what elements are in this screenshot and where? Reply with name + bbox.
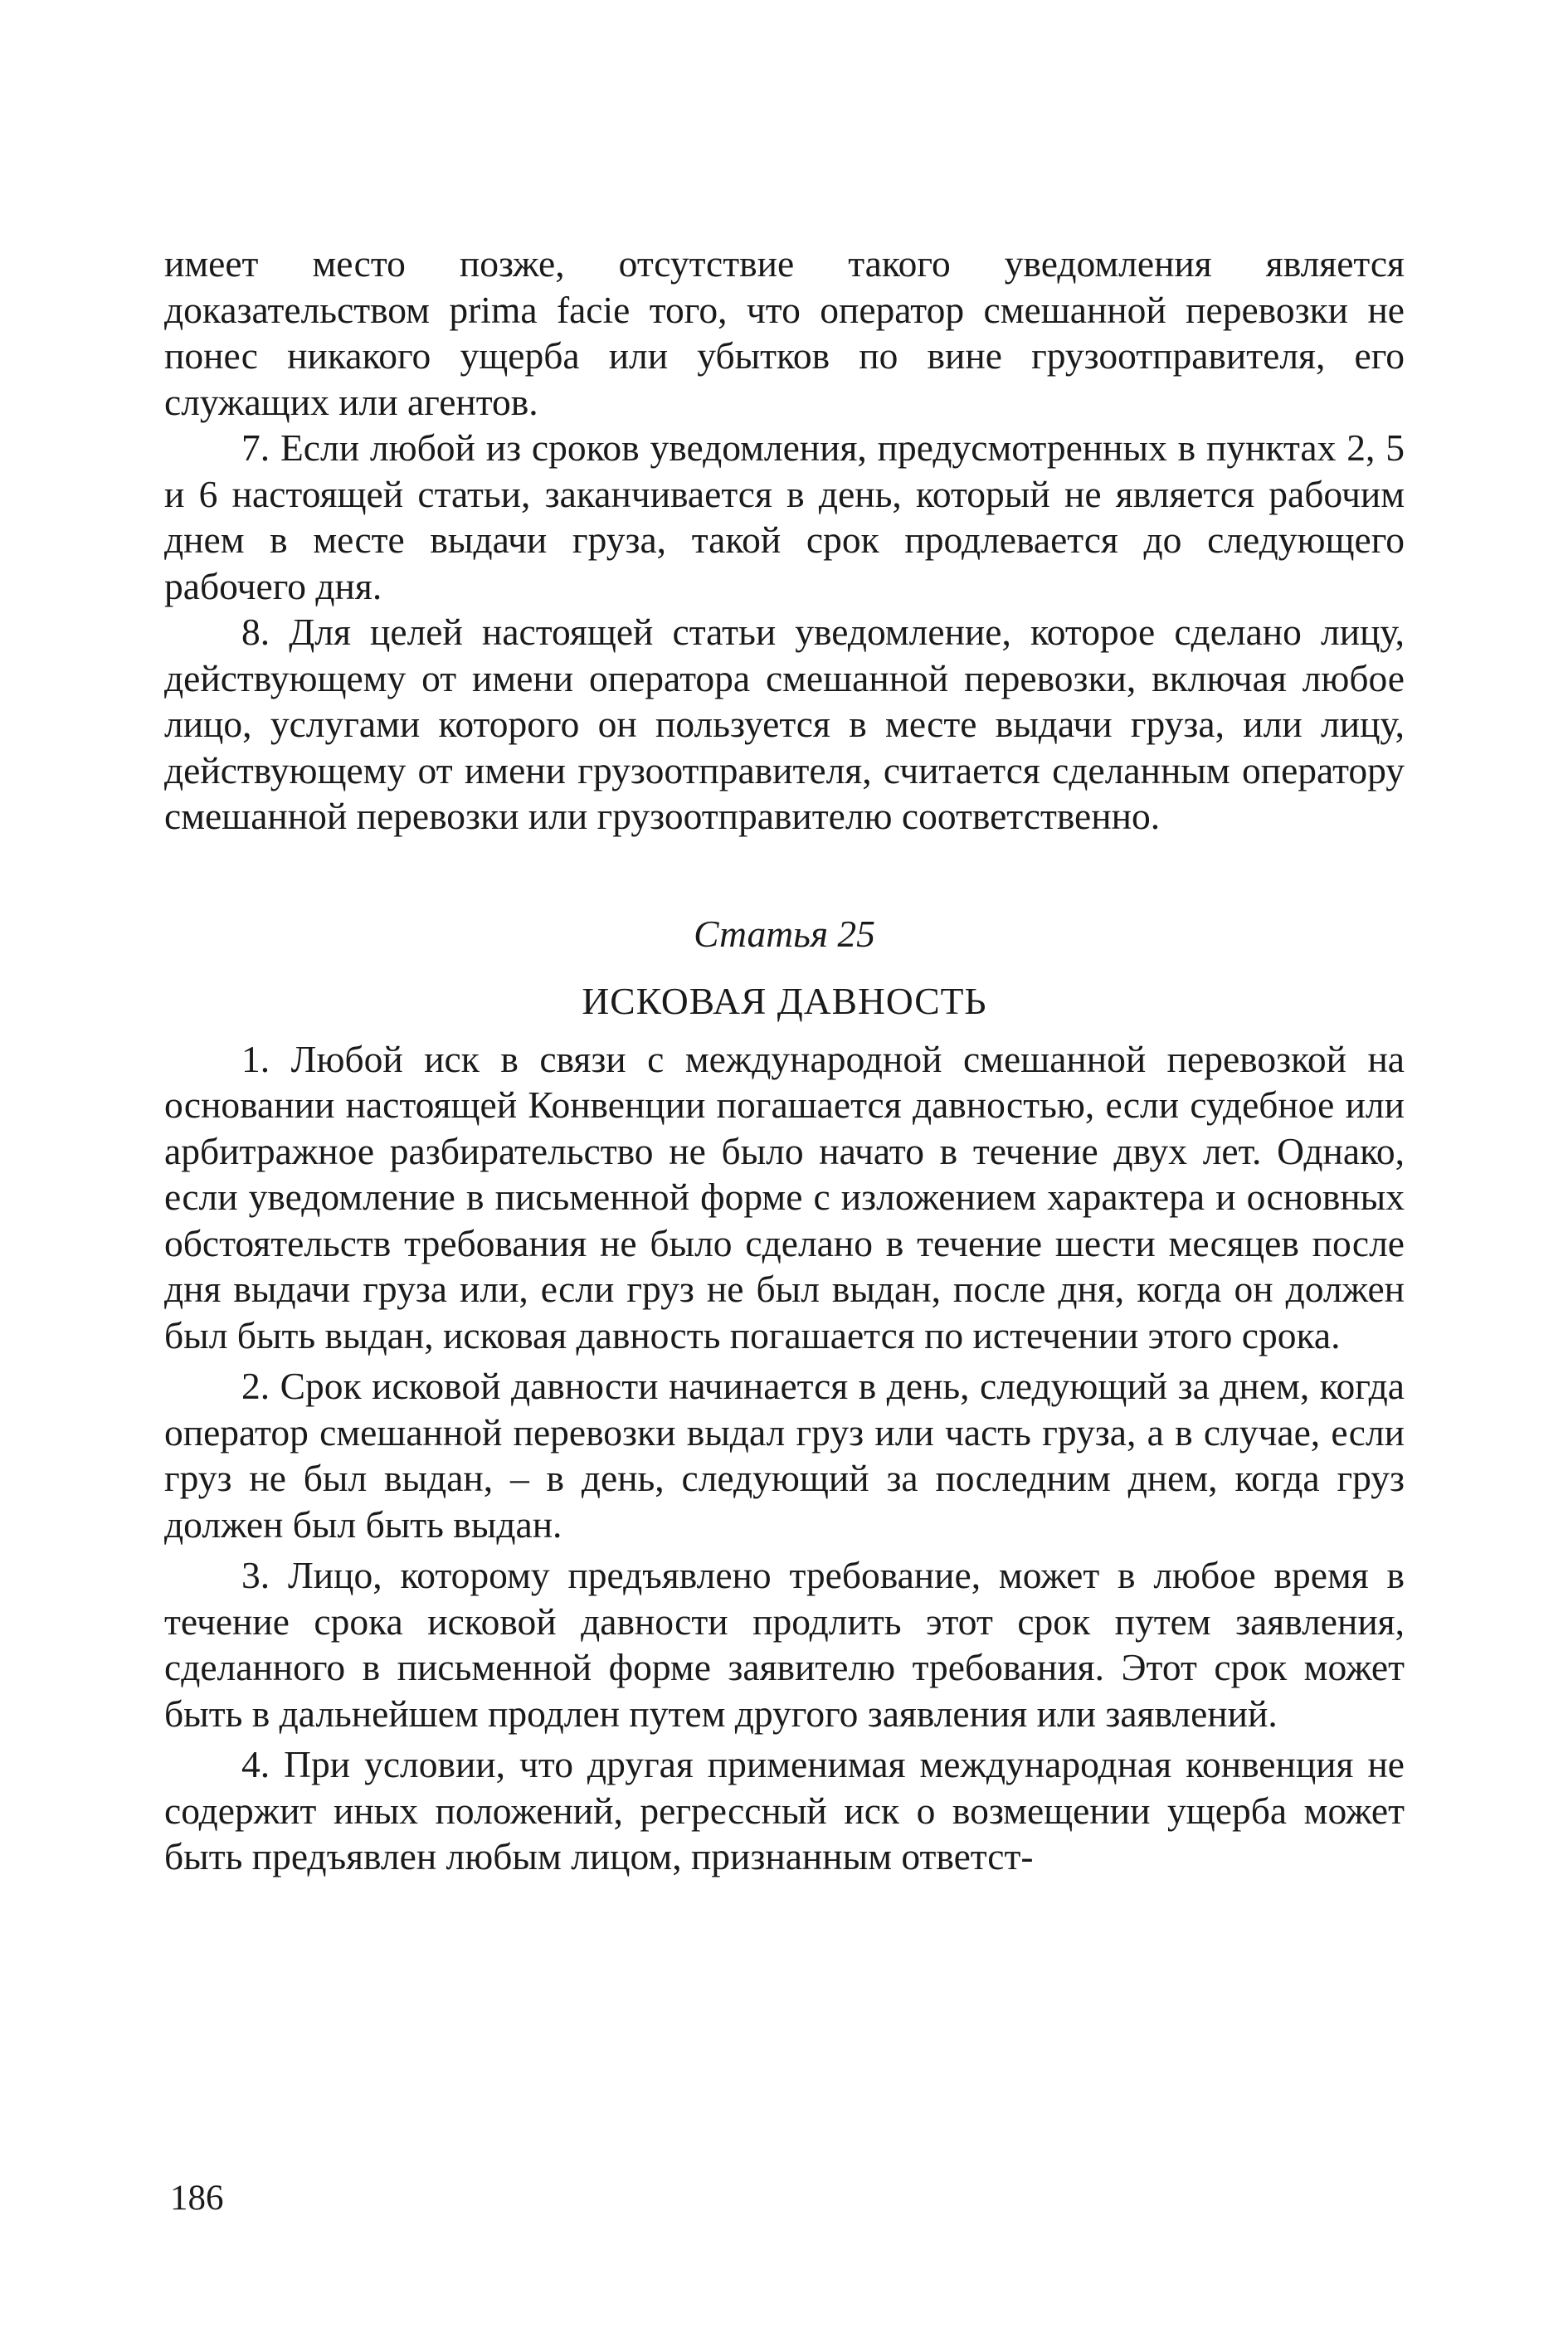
article-paragraph-2: 2. Срок исковой давности начинается в день, следующий за днем, когда оператор смешанной перевозки выдал груз или часть груза, а в случае, если груз не был выдан, – в день, следующий за последним днем, когда груз должен был быть выдан. bbox=[164, 1365, 1405, 1546]
article-paragraph-1: 1. Любой иск в связи с международной смешанной перевозкой на основании настоящей Конвенции погашается давностью, если судебное или арбитражное разбирательство не было начато в течение двух лет. Однако, если уведомление в письменной форме с изложением характера и основных обстоятельств требования не было сделано в течение шести месяцев после дня выдачи груза или, если груз не был выдан, после дня, когда он должен был быть выдан, исковая давность погашается по истечении этого срока. bbox=[164, 1037, 1405, 1356]
page-number: 186 bbox=[170, 2179, 224, 2218]
article-title: ИСКОВАЯ ДАВНОСТЬ bbox=[582, 980, 987, 1022]
paragraph-7: 7. Если любой из сроков уведомления, предусмотренных в пунктах 2, 5 и 6 настоящей статьи, заканчивается в день, который не является рабочим днем в месте выдачи груза, такой срок продлевается до следующего рабочего дня. bbox=[164, 426, 1405, 607]
page-body bbox=[164, 241, 1405, 1880]
article-paragraph-4: 4. При условии, что другая применимая международная конвенция не содержит иных положений, регрессный иск о возмещении ущерба может быть предъявлен любым лицом, признанным ответст- bbox=[164, 1743, 1405, 1877]
article-number: Статья 25 bbox=[694, 912, 875, 955]
continuation-paragraph: имеет место позже, отсутствие такого уведомления является доказательством prima facie того, что оператор смешанной перевозки не понес никакого ущерба или убытков по вине грузоотправителя, его служащих или агентов. bbox=[164, 242, 1405, 423]
article-paragraph-3: 3. Лицо, которому предъявлено требование, может в любое время в течение срока исковой давности продлить этот срок путем заявления, сделанного в письменной форме заявителю требования. Этот срок может быть в дальнейшем продлен путем другого заявления или заявлений. bbox=[164, 1554, 1405, 1735]
article-heading bbox=[164, 911, 1405, 1025]
paragraph-8: 8. Для целей настоящей статьи уведомление, которое сделано лицу, действующему от имени оператора смешанной перевозки, включая любое лицо, услугами которого он пользуется в месте выдачи груза, или лицу, действующему от имени грузоотправителя, считается сделанным оператору смешанной перевозки или грузоотправителю соответственно. bbox=[164, 611, 1405, 837]
